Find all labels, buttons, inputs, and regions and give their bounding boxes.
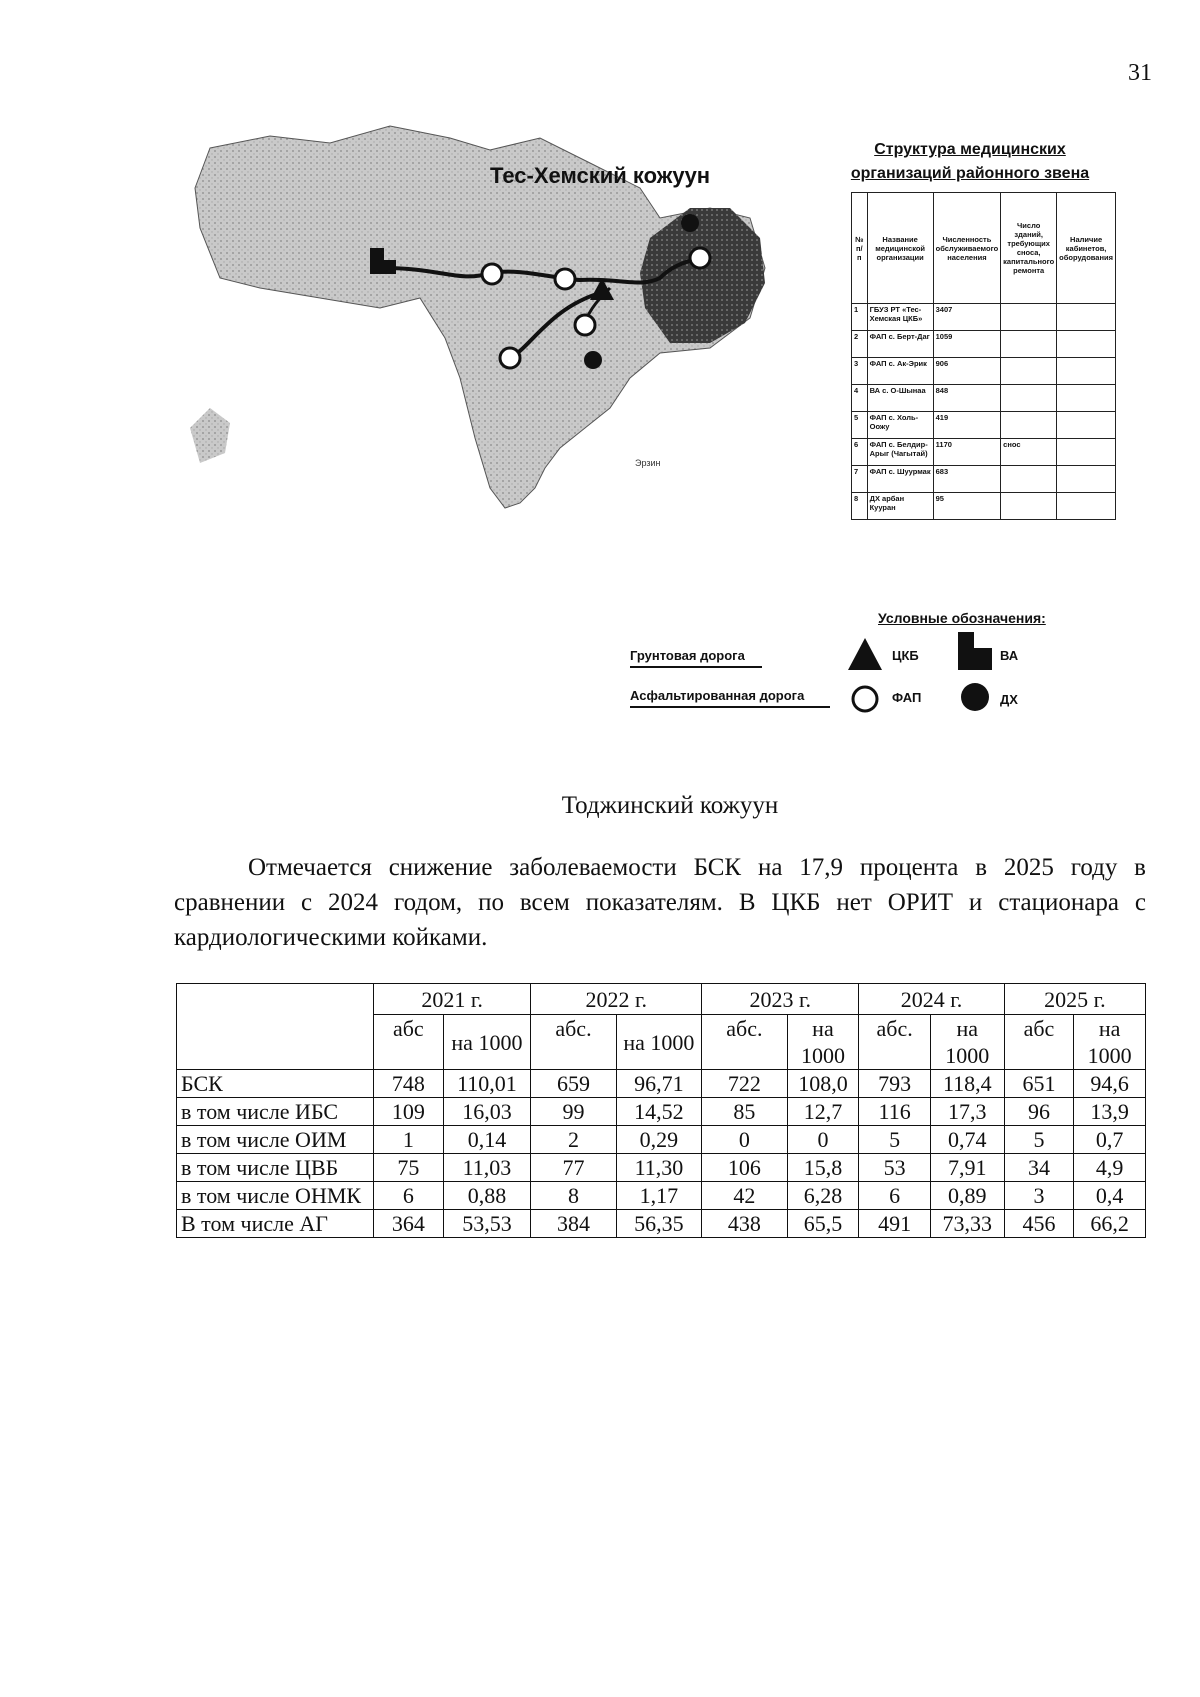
row-label: в том числе ИБС	[177, 1098, 374, 1126]
table-cell: 13,9	[1074, 1098, 1146, 1126]
table-cell: 438	[702, 1210, 787, 1238]
legend-title: Условные обозначения:	[878, 610, 1046, 626]
ckb-icon	[848, 638, 882, 670]
row-label: в том числе ОНМК	[177, 1182, 374, 1210]
table-cell: 17,3	[930, 1098, 1004, 1126]
subheader-per1000: на 1000	[787, 1015, 859, 1070]
table-cell: 110,01	[443, 1070, 531, 1098]
table-cell: 16,03	[443, 1098, 531, 1126]
table-cell: 96	[1004, 1098, 1074, 1126]
table-cell: 77	[531, 1154, 616, 1182]
structure-cell-c4	[1001, 304, 1057, 331]
table-cell: 8	[531, 1182, 616, 1210]
structure-cell-c4: снос	[1001, 439, 1057, 466]
table-cell: 99	[531, 1098, 616, 1126]
table-cell: 6,28	[787, 1182, 859, 1210]
table-cell: 75	[374, 1154, 444, 1182]
structure-cell-pop: 3407	[933, 304, 1001, 331]
table-cell: 364	[374, 1210, 444, 1238]
table-cell: 14,52	[616, 1098, 702, 1126]
legend-va-label: ВА	[1000, 648, 1019, 663]
table-cell: 96,71	[616, 1070, 702, 1098]
structure-cell-pop: 906	[933, 358, 1001, 385]
table-cell: 12,7	[787, 1098, 859, 1126]
year-2021: 2021 г.	[374, 984, 531, 1015]
table-cell: 34	[1004, 1154, 1074, 1182]
paragraph-text: Отмечается снижение заболеваемости БСК на 17,9 процента в 2025 году в сравнении с 2024 годом, по всем показателям. В ЦКБ нет ОРИТ и стационара с кардиологическими койками.	[174, 854, 1146, 951]
year-2023: 2023 г.	[702, 984, 859, 1015]
structure-cell-name: ГБУЗ РТ «Тес-Хемская ЦКБ»	[867, 304, 933, 331]
fap-icon	[850, 684, 880, 714]
year-header-row	[177, 984, 1146, 1015]
table-cell: 5	[1004, 1126, 1074, 1154]
table-cell: 1,17	[616, 1182, 702, 1210]
structure-cell-name: ФАП с. Белдир-Арыг (Чагытай)	[867, 439, 933, 466]
table-cell: 491	[859, 1210, 931, 1238]
structure-col-n: № п/п	[852, 193, 868, 304]
table-cell: 0,88	[443, 1182, 531, 1210]
va-icon	[958, 632, 992, 670]
structure-cell-name: ФАП с. Шуурмак	[867, 466, 933, 493]
structure-col-pop: Численность обслуживаемого населения	[933, 193, 1001, 304]
table-cell: 118,4	[930, 1070, 1004, 1098]
table-cell: 6	[859, 1182, 931, 1210]
row-label: в том числе ЦВБ	[177, 1154, 374, 1182]
table-cell: 11,03	[443, 1154, 531, 1182]
legend-dirt-road-label: Грунтовая дорога	[630, 648, 745, 663]
table-row	[177, 1126, 1146, 1154]
subheader-abs: абс.	[702, 1015, 787, 1070]
legend-dirt-road-line	[630, 666, 762, 668]
subheader-abs: абс	[374, 1015, 444, 1070]
table-cell: 659	[531, 1070, 616, 1098]
structure-title-line2: организаций районного звена	[850, 165, 1090, 182]
structure-cell-n: 5	[852, 412, 868, 439]
table-cell: 4,9	[1074, 1154, 1146, 1182]
dh-icon	[960, 682, 990, 712]
structure-col-name: Название медицинской организации	[867, 193, 933, 304]
region-map	[190, 108, 840, 578]
table-cell: 722	[702, 1070, 787, 1098]
table-cell: 66,2	[1074, 1210, 1146, 1238]
table-cell: 73,33	[930, 1210, 1004, 1238]
structure-cell-n: 7	[852, 466, 868, 493]
structure-cell-c4	[1001, 385, 1057, 412]
structure-cell-name: ФАП с. Холь-Оожу	[867, 412, 933, 439]
body-paragraph	[174, 850, 1146, 955]
subheader-per1000: на 1000	[930, 1015, 1004, 1070]
table-cell: 793	[859, 1070, 931, 1098]
map-place-label: Эрзин	[635, 458, 661, 468]
table-row	[177, 1098, 1146, 1126]
table-cell: 108,0	[787, 1070, 859, 1098]
structure-cell-c5	[1057, 493, 1116, 520]
structure-row	[852, 439, 1116, 466]
structure-title-line1: Структура медицинских	[874, 141, 1066, 158]
legend-dh-label: ДХ	[1000, 692, 1018, 707]
table-row	[177, 1182, 1146, 1210]
dh-marker	[681, 214, 699, 232]
structure-cell-n: 1	[852, 304, 868, 331]
table-cell: 0,14	[443, 1126, 531, 1154]
morbidity-table	[176, 983, 1146, 1238]
structure-cell-c5	[1057, 331, 1116, 358]
structure-cell-c5	[1057, 385, 1116, 412]
structure-cell-pop: 683	[933, 466, 1001, 493]
structure-cell-name: ФАП с. Ак-Эрик	[867, 358, 933, 385]
table-cell: 2	[531, 1126, 616, 1154]
structure-row	[852, 304, 1116, 331]
structure-cell-c5	[1057, 412, 1116, 439]
legend-asphalt-road-line	[630, 706, 830, 708]
structure-cell-name: ВА с. О-Шынаа	[867, 385, 933, 412]
page-number: 31	[1128, 60, 1152, 86]
table-cell: 0	[787, 1126, 859, 1154]
structure-cell-n: 6	[852, 439, 868, 466]
table-cell: 42	[702, 1182, 787, 1210]
structure-cell-c4	[1001, 466, 1057, 493]
structure-cell-n: 4	[852, 385, 868, 412]
table-cell: 53	[859, 1154, 931, 1182]
structure-cell-n: 2	[852, 331, 868, 358]
map-svg	[190, 108, 840, 578]
structure-cell-pop: 848	[933, 385, 1001, 412]
structure-table	[851, 192, 1116, 520]
fap-marker	[482, 264, 502, 284]
structure-cell-c5	[1057, 466, 1116, 493]
table-cell: 3	[1004, 1182, 1074, 1210]
structure-cell-c4	[1001, 331, 1057, 358]
structure-title	[815, 138, 1125, 186]
row-label: в том числе ОИМ	[177, 1126, 374, 1154]
year-2022: 2022 г.	[531, 984, 702, 1015]
table-row	[177, 1210, 1146, 1238]
table-cell: 384	[531, 1210, 616, 1238]
table-cell: 85	[702, 1098, 787, 1126]
structure-row	[852, 466, 1116, 493]
subheader-per1000: на 1000	[616, 1015, 702, 1070]
table-cell: 0	[702, 1126, 787, 1154]
structure-cell-name: ФАП с. Берт-Даг	[867, 331, 933, 358]
structure-row	[852, 385, 1116, 412]
structure-col-repair: Число зданий, требующих сноса, капитального ремонта	[1001, 193, 1057, 304]
map-legend	[630, 610, 1100, 730]
legend-ckb-label: ЦКБ	[892, 648, 919, 663]
section-heading: Тоджинский кожуун	[561, 792, 779, 819]
table-cell: 456	[1004, 1210, 1074, 1238]
structure-cell-c4	[1001, 412, 1057, 439]
table-cell: 651	[1004, 1070, 1074, 1098]
structure-cell-pop: 95	[933, 493, 1001, 520]
row-label: В том числе АГ	[177, 1210, 374, 1238]
structure-cell-n: 3	[852, 358, 868, 385]
table-cell: 11,30	[616, 1154, 702, 1182]
structure-cell-c5	[1057, 439, 1116, 466]
structure-cell-c4	[1001, 358, 1057, 385]
year-2025: 2025 г.	[1004, 984, 1145, 1015]
table-cell: 5	[859, 1126, 931, 1154]
structure-row	[852, 331, 1116, 358]
structure-cell-pop: 419	[933, 412, 1001, 439]
subheader-abs: абс.	[531, 1015, 616, 1070]
subheader-abs: абс.	[859, 1015, 931, 1070]
structure-row	[852, 493, 1116, 520]
subheader-per1000: на 1000	[443, 1015, 531, 1070]
table-cell: 0,89	[930, 1182, 1004, 1210]
legend-asphalt-road-label: Асфальтированная дорога	[630, 688, 805, 703]
structure-row	[852, 358, 1116, 385]
structure-cell-pop: 1059	[933, 331, 1001, 358]
structure-col-equipment: Наличие кабинетов, оборудования	[1057, 193, 1116, 304]
table-row	[177, 1070, 1146, 1098]
table-cell: 7,91	[930, 1154, 1004, 1182]
structure-cell-pop: 1170	[933, 439, 1001, 466]
table-cell: 0,29	[616, 1126, 702, 1154]
subheader-abs: абс	[1004, 1015, 1074, 1070]
structure-cell-n: 8	[852, 493, 868, 520]
table-cell: 0,4	[1074, 1182, 1146, 1210]
table-cell: 1	[374, 1126, 444, 1154]
table-row	[177, 1154, 1146, 1182]
structure-cell-c4	[1001, 493, 1057, 520]
structure-row	[852, 412, 1116, 439]
table-cell: 56,35	[616, 1210, 702, 1238]
year-2024: 2024 г.	[859, 984, 1004, 1015]
table-cell: 15,8	[787, 1154, 859, 1182]
structure-cell-c5	[1057, 358, 1116, 385]
legend-fap-label: ФАП	[892, 690, 922, 705]
structure-cell-name: ДХ арбан Кууран	[867, 493, 933, 520]
table-cell: 65,5	[787, 1210, 859, 1238]
table-cell: 748	[374, 1070, 444, 1098]
map-region-label: Тес-Хемский кожуун	[490, 163, 711, 188]
structure-header-row	[852, 193, 1116, 304]
table-cell: 0,74	[930, 1126, 1004, 1154]
row-label: БСК	[177, 1070, 374, 1098]
structure-cell-c5	[1057, 304, 1116, 331]
subheader-per1000: на 1000	[1074, 1015, 1146, 1070]
table-cell: 94,6	[1074, 1070, 1146, 1098]
table-cell: 106	[702, 1154, 787, 1182]
table-cell: 0,7	[1074, 1126, 1146, 1154]
table-cell: 6	[374, 1182, 444, 1210]
table-cell: 53,53	[443, 1210, 531, 1238]
table-corner	[177, 984, 374, 1070]
table-cell: 116	[859, 1098, 931, 1126]
table-cell: 109	[374, 1098, 444, 1126]
